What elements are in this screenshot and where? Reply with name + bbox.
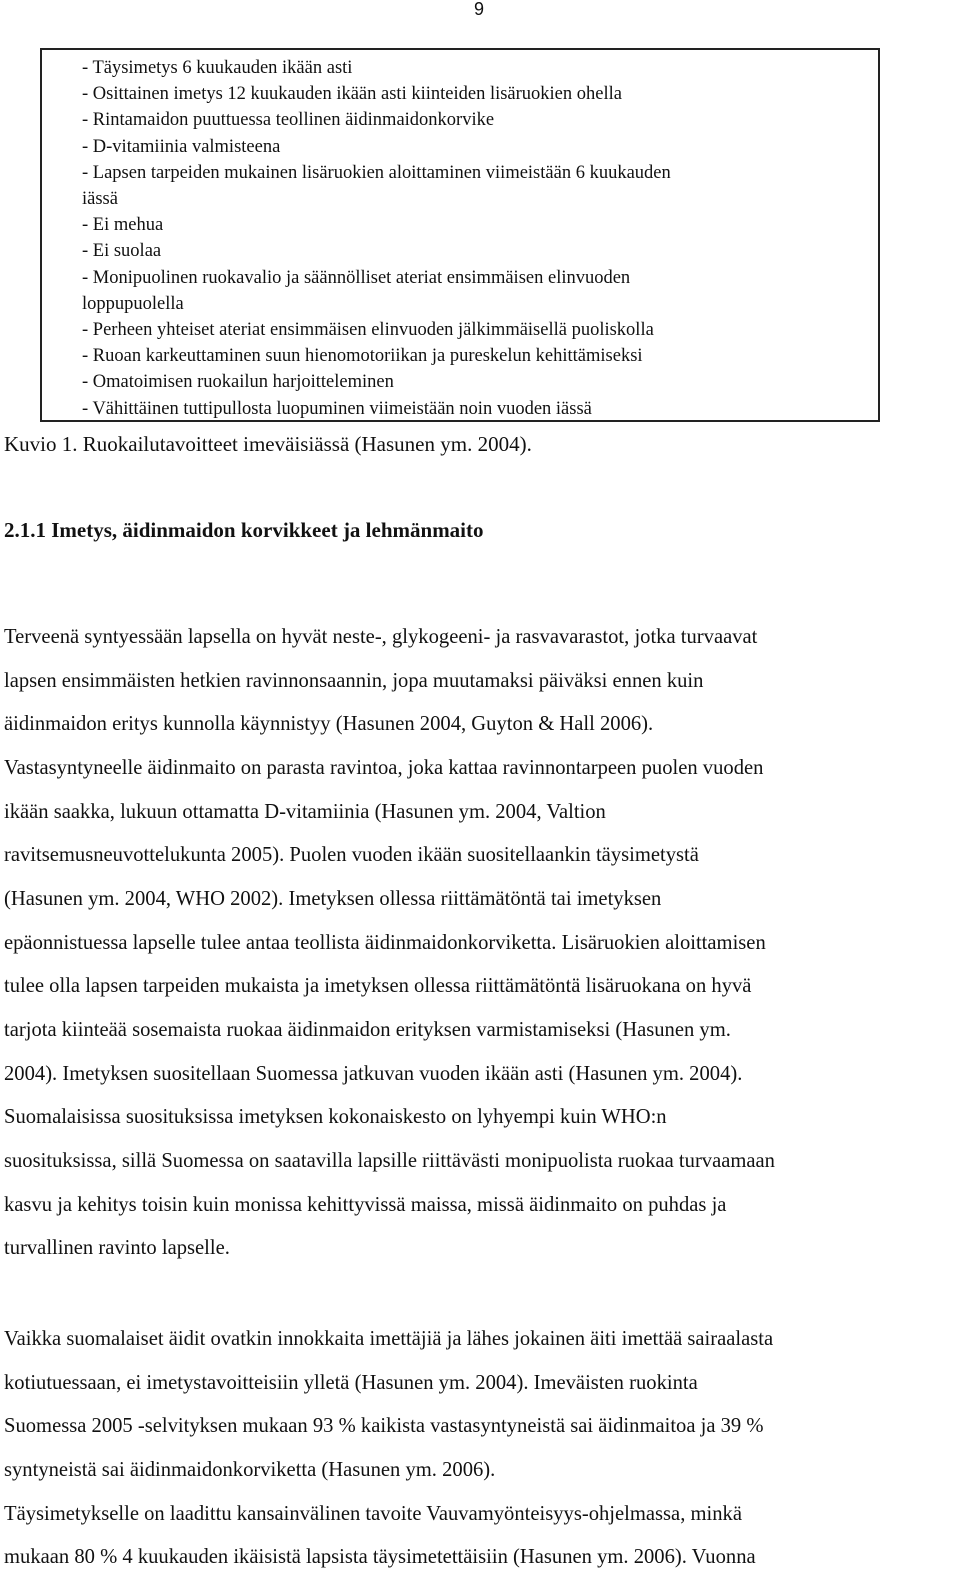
- figure-item: - Rintamaidon puuttuessa teollinen äidinmaidonkorvike: [82, 110, 495, 131]
- figure-item: - Ruoan karkeuttaminen suun hienomotoriikan ja pureskelun kehittämiseksi: [82, 346, 643, 367]
- text-line: kasvu ja kehitys toisin kuin monissa kehittyvissä maissa, missä äidinmaito on puhdas ja: [4, 1193, 727, 1216]
- text-line: äidinmaidon eritys kunnolla käynnistyy (Hasunen 2004, Guyton & Hall 2006).: [4, 713, 654, 736]
- text-line: mukaan 80 % 4 kuukauden ikäisistä lapsista täysimetettäisiin (Hasunen ym. 2006). Vuonna: [4, 1546, 756, 1569]
- figure-item: - Lapsen tarpeiden mukainen lisäruokien aloittaminen viimeistään 6 kuukauden: [82, 162, 671, 183]
- figure-item: loppupuolella: [82, 293, 184, 314]
- text-line: Vaikka suomalaiset äidit ovatkin innokkaita imettäjiä ja lähes jokainen äiti imettää sairaalasta: [4, 1328, 774, 1350]
- figure-item: - D-vitamiinia valmisteena: [82, 136, 281, 157]
- figure-caption: Kuvio 1. Ruokailutavoitteet imeväisiässä (Hasunen ym. 2004).: [4, 432, 532, 456]
- text-line: ravitsemusneuvottelukunta 2005). Puolen vuoden ikään suositellaankin täysimetystä: [4, 844, 699, 867]
- text-line: Suomalaisissa suosituksissa imetyksen kokonaiskesto on lyhyempi kuin WHO:n: [4, 1106, 667, 1129]
- text-line: lapsen ensimmäisten hetkien ravinnonsaannin, jopa muutamaksi päiväksi ennen kuin: [4, 669, 704, 692]
- figure-item: - Monipuolinen ruokavalio ja säännölliset ateriat ensimmäisen elinvuoden: [82, 267, 631, 288]
- text-line: Täysimetykselle on laadittu kansainvälinen tavoite Vauvamyönteisyys-ohjelmassa, minkä: [4, 1502, 742, 1525]
- body-paragraph: [4, 1318, 954, 1580]
- text-line: kotiutuessaan, ei imetystavoitteisiin ylletä (Hasunen ym. 2004). Imeväisten ruokinta: [4, 1371, 698, 1394]
- text-line: epäonnistuessa lapselle tulee antaa teollista äidinmaidonkorviketta. Lisäruokien aloittamisen: [4, 931, 766, 954]
- text-line: Terveenä syntyessään lapsella on hyvät neste-, glykogeeni- ja rasvavarastot, jotka turvaavat: [4, 626, 758, 648]
- text-line: tarjota kiinteää sosemaista ruokaa äidinmaidon erityksen varmistamiseksi (Hasunen ym.: [4, 1018, 731, 1041]
- figure-item: - Omatoimisen ruokailun harjoitteleminen: [82, 372, 394, 393]
- figure-item: - Perheen yhteiset ateriat ensimmäisen elinvuoden jälkimmäisellä puoliskolla: [82, 320, 654, 341]
- figure-item: - Täysimetys 6 kuukauden ikään asti: [82, 58, 353, 78]
- text-line: syntyneistä sai äidinmaidonkorviketta (Hasunen ym. 2006).: [4, 1458, 496, 1481]
- text-line: suosituksissa, sillä Suomessa on saatavilla lapsille riittävästi monipuolista ruokaa turvaamaan: [4, 1149, 775, 1172]
- text-line: tulee olla lapsen tarpeiden mukaista ja imetyksen ollessa riittämätöntä lisäruokana on hyvä: [4, 975, 752, 998]
- page-number: 9: [474, 0, 485, 19]
- text-line: (Hasunen ym. 2004, WHO 2002). Imetyksen ollessa riittämätöntä tai imetyksen: [4, 887, 662, 910]
- figure-item: iässä: [82, 189, 118, 210]
- figure-item: - Osittainen imetys 12 kuukauden ikään asti kiinteiden lisäruokien ohella: [82, 84, 622, 105]
- text-line: 2004). Imetyksen suositellaan Suomessa jatkuvan vuoden ikään asti (Hasunen ym. 2004).: [4, 1062, 743, 1085]
- section-heading: 2.1.1 Imetys, äidinmaidon korvikkeet ja lehmänmaito: [4, 518, 484, 542]
- text-line: Suomessa 2005 -selvityksen mukaan 93 % kaikista vastasyntyneistä sai äidinmaitoa ja 39 %: [4, 1415, 764, 1438]
- body-paragraph: [4, 616, 954, 1271]
- text-line: turvallinen ravinto lapselle.: [4, 1237, 230, 1260]
- figure-item-list: [82, 55, 872, 422]
- text-line: ikään saakka, lukuun ottamatta D-vitamiinia (Hasunen ym. 2004, Valtion: [4, 800, 606, 823]
- figure-item: - Ei mehua: [82, 215, 164, 236]
- figure-item: - Vähittäinen tuttipullosta luopuminen viimeistään noin vuoden iässä: [82, 398, 592, 419]
- figure-item: - Ei suolaa: [82, 241, 162, 262]
- text-line: Vastasyntyneelle äidinmaito on parasta ravintoa, joka kattaa ravinnontarpeen puolen vuoden: [4, 756, 764, 779]
